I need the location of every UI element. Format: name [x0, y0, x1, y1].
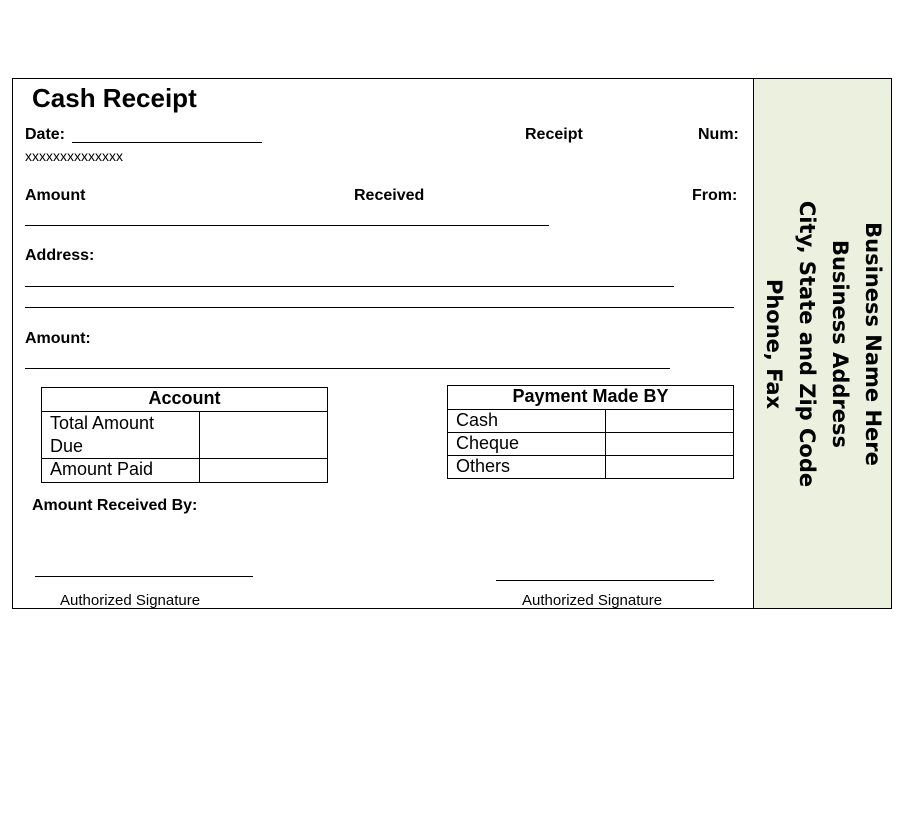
signature-line-left[interactable]: [35, 576, 253, 577]
signature-line-right[interactable]: [496, 580, 714, 581]
date-line[interactable]: [72, 142, 262, 143]
from-word: From:: [692, 187, 738, 204]
received-from-line[interactable]: [25, 225, 549, 226]
num-label: Num:: [698, 126, 739, 143]
amount-received-by-label: Amount Received By:: [32, 497, 198, 514]
payment-cheque-value[interactable]: [606, 433, 734, 456]
address-line-1[interactable]: [25, 286, 674, 287]
received-word: Received: [354, 187, 425, 204]
payment-others-value[interactable]: [606, 456, 734, 479]
address-label: Address:: [25, 247, 95, 264]
amount-paid-value[interactable]: [200, 459, 328, 483]
payment-header: Payment Made BY: [448, 386, 734, 410]
payment-others-label: Others: [448, 456, 606, 479]
account-table: [41, 387, 328, 483]
business-info-text: [757, 104, 889, 584]
total-amount-due-label: Total Amount Due: [42, 412, 200, 459]
payment-cash-value[interactable]: [606, 410, 734, 433]
amount-label: Amount:: [25, 330, 91, 347]
payment-cash-label: Cash: [448, 410, 606, 433]
business-address: Business Address: [828, 239, 852, 448]
business-info-panel: [753, 79, 892, 608]
receipt-number: xxxxxxxxxxxxxx: [25, 148, 123, 164]
cash-receipt-form: [12, 78, 892, 609]
address-line-2[interactable]: [25, 307, 734, 308]
business-city-state-zip: City, State and Zip Code: [795, 200, 819, 487]
amount-line[interactable]: [25, 368, 670, 369]
payment-table: [447, 385, 734, 479]
receipt-title: Cash Receipt: [32, 83, 197, 113]
signature-label-left: Authorized Signature: [60, 592, 201, 609]
account-header: Account: [42, 388, 328, 412]
signature-label-right: Authorized Signature: [522, 592, 663, 609]
business-name: Business Name Here: [861, 221, 885, 466]
date-label: Date:: [25, 126, 66, 143]
payment-cheque-label: Cheque: [448, 433, 606, 456]
total-amount-due-value[interactable]: [200, 412, 328, 459]
receipt-label: Receipt: [525, 126, 583, 143]
amount-word: Amount: [25, 187, 86, 204]
amount-paid-label: Amount Paid: [42, 459, 200, 483]
business-phone-fax: Phone, Fax: [762, 278, 786, 409]
